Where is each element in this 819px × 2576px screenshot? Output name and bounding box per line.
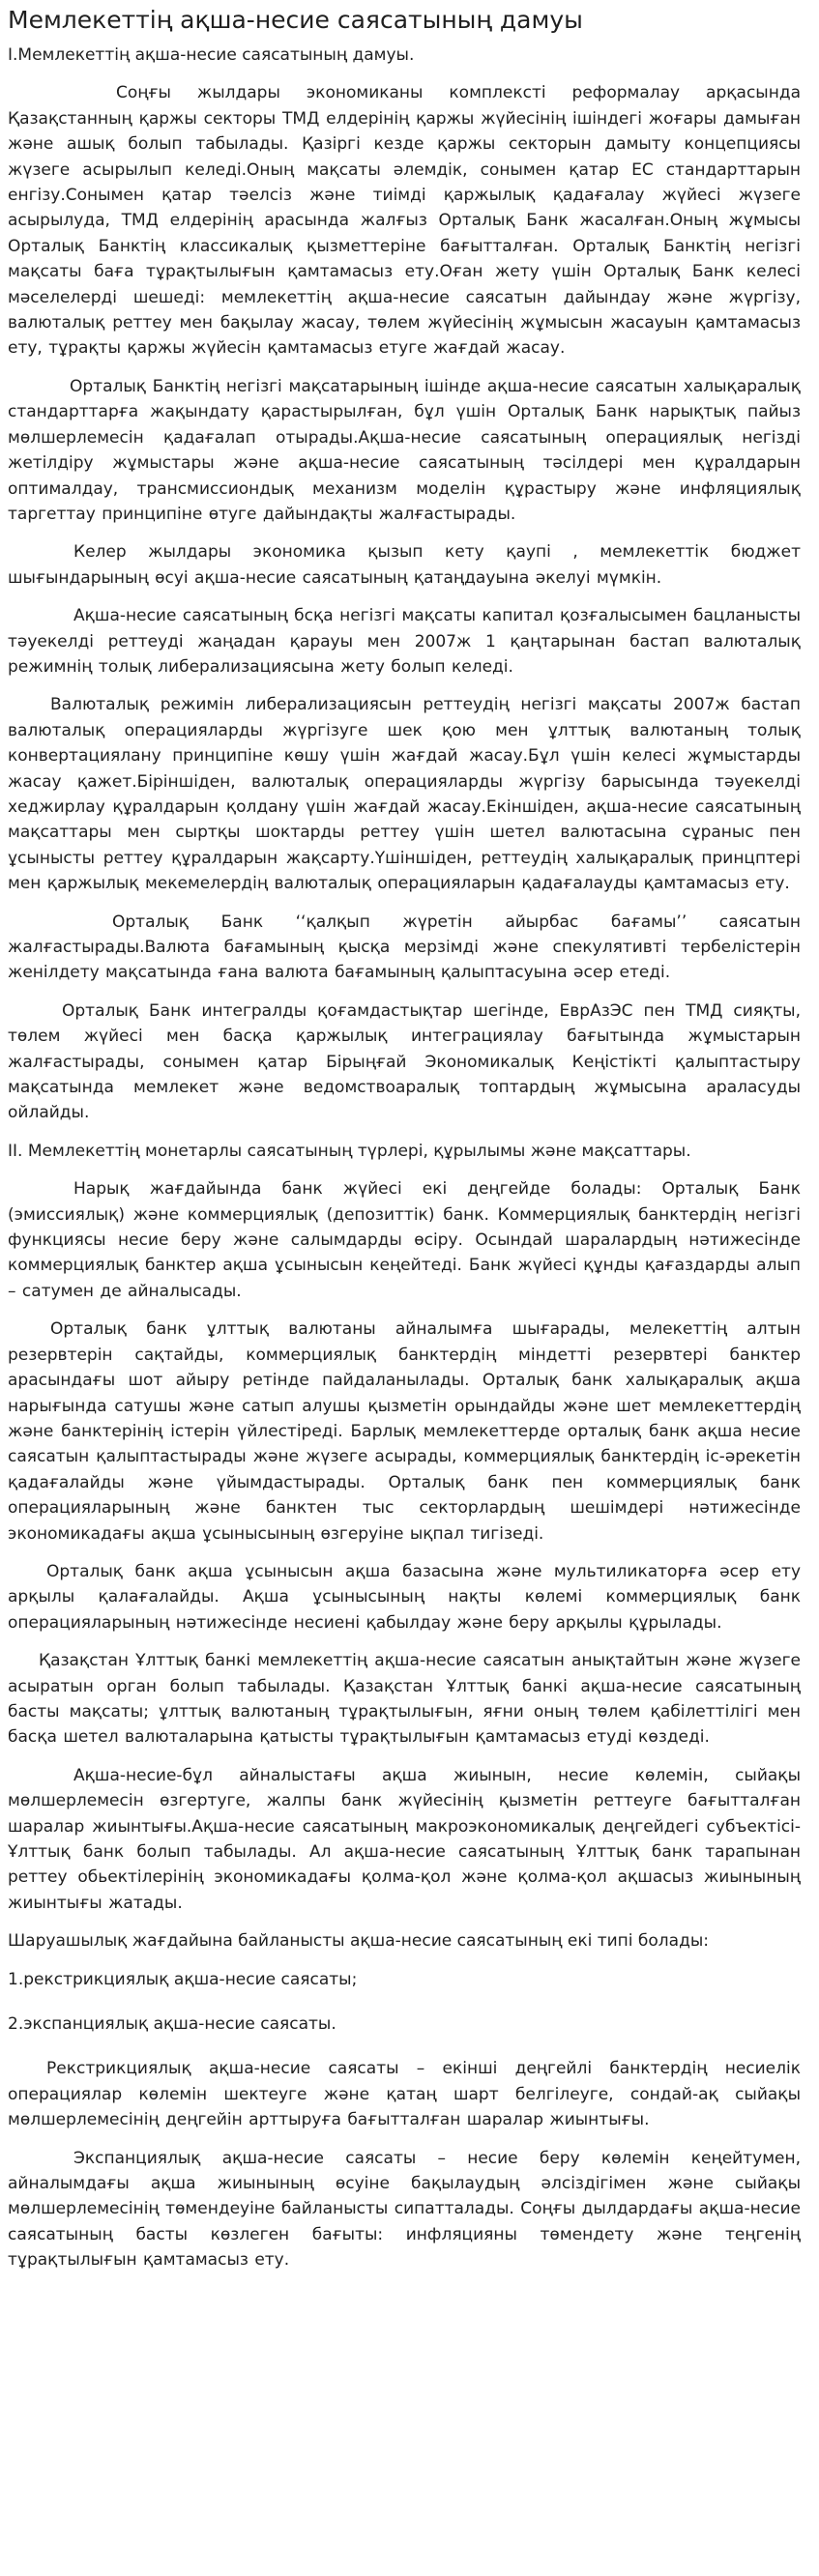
paragraph: Орталық Банк интегралды қоғамдастықтар шегінде, ЕврАзЭС пен ТМД сияқты, төлем жүйесі мен басқа қаржылық интеграциялау бағытында жұмыстарын жалғастырады, сонымен қатар Бірыңғай Экономикалық Кеңістікті қалыптастыру мақсатында мемлекет және ведомствоаралық топтардың жұмысына араласуды ойлайды. xyxy=(8,1000,801,1123)
document-page xyxy=(0,6,806,2273)
paragraph: Келер жылдары экономика қызып кету қаупі , мемлекеттік бюджет шығындарының өсуі ақша-несие саясатының қатаңдауына әкелуі мүмкін. xyxy=(8,542,801,588)
paragraph: Орталық Банк ‘‘қалқып жүретін айырбас бағамы’’ саясатын жалғастырады.Валюта бағамының қысқа мерзімді және спекулятивті тербелістерін женілдету мақсатында ғана валюта бағамының қалыптасуына әсер етеді. xyxy=(8,912,801,983)
page-title: Мемлекеттің ақша-несие саясатының дамуы xyxy=(8,6,583,34)
section-2-heading: II. Мемлекеттің монетарлы саясатының түрлері, құрылымы және мақсаттары. xyxy=(8,1141,691,1161)
list-item: 1.рекстрикциялық ақша-несие саясаты; xyxy=(8,1969,358,1989)
paragraph: Орталық банк ұлттық валютаны айналымға шығарады, мелекеттің алтын резервтерін сақтайды, коммерциялық банктердің міндетті резервтері банктер арасындағы шот айыру ретінде пайдаланылады. Орталық банк халықаралық ақша нарығында сатушы және сатып алушы қызметін орындайды және шет мемлекеттердің және банктерінің істерін үйлестіреді. Барлық мемлекеттерде орталық банк ақша несие саясатын қалыптастырады және жүзеге асырады, коммерциялық банктердің іс-әрекетін қадағалайды және үйымдастырады. Орталық банк пен коммерциялық банк операцияларының және банктен тыс секторлардың шешімдері нәтижесінде экономикадағы ақша ұсынысының өзгеруіне ықпал тигізеді. xyxy=(8,1319,801,1544)
paragraph: Орталық Банктің негізгі мақсатарының ішінде ақша-несие саясатын халықаралық стандарттарға жақындату қарастырылған, бұл үшін Орталық Банк нарықтық пайыз мөлшерлемесін қадағалап отырады.Ақша-несие саясатының операциялық негізді жетілдіру жұмыстары және ақша-несие саясатының тәсілдері мен құралдарын оптималдау, трансмиссиондық механизм моделін құрастыру және инфляциялық таргеттау принципіне өтуге дайындақты жалғастырады. xyxy=(8,376,801,524)
section-1-heading: I.Мемлекеттің ақша-несие саясатының дамуы. xyxy=(8,45,415,65)
paragraph: Рекстрикциялық ақша-несие саясаты – екінші деңгейлі банктердің несиелік операциялар көлемін шектеуге және қатаң шарт белгілеуге, сондай-ақ сыйақы мөлшерлемесінің деңгейін арттыруға бағытталған шаралар жиынтығы. xyxy=(8,2059,801,2130)
list-item: 2.экспанциялық ақша-несие саясаты. xyxy=(8,2014,336,2035)
paragraph: Ақша-несие саясатының бсқа негізгі мақсаты капитал қозғалысымен бацланысты тәуекелді реттеуді жаңадан қарауы мен 2007ж 1 қаңтарынан бастап валюталық режимнің толық либерализациясына жету болып келеді. xyxy=(8,606,801,677)
paragraph: Валюталық режимін либерализациясын реттеудің негізгі мақсаты 2007ж бастап валюталық операцияларды жүргізуге шек қою мен ұлттық валютаның толық конвертациялану принципіне көшу үшін жағдай жасау.Бұл үшін келесі жұмыстарды жасау қажет.Біріншіден, валюталық операцияларды жүргізу барысында тәуекелді хеджирлау құралдарын қолдану үшін жағдай жасау.Екіншіден, ақша-несие саясатының мақсаттары мен сыртқы шоктарды реттеу үшін шетел валютасына сұраныс пен ұсынысты реттеу құралдарын жақсарту.Үшіншіден, реттеудің халықаралық принцптері мен қаржылық мекемелердің валюталық операцияларын қадағалауды қамтамасыз ету. xyxy=(8,695,801,894)
paragraph: Орталық банк ақша ұсынысын ақша базасына және мультиликаторға әсер ету арқылы қалағалайды. Ақша ұсынысының нақты көлемі коммерциялық банк операцияларының нәтижесінде несиені қабылдау және беру арқылы құрылады. xyxy=(8,1561,801,1633)
paragraph: Қазақстан Ұлттық банкі мемлекеттің ақша-несие саясатын анықтайтын және жүзеге асыратын орган болып табылады. Қазақстан Ұлттық банкі ақша-несие саясатының басты мақсаты; ұлттық валютаның тұрақтылығын, яғни оның төлем қабілеттілігі мен басқа шетел валюталарына қатысты тұрақтылығын қамтамасыз етуді көздеді. xyxy=(8,1651,801,1748)
paragraph: Соңғы жылдары экономиканы комплексті реформалау арқасында Қазақстанның қаржы секторы ТМД елдерінің қаржы жүйесінің ішіндегі жоғары дамыған және ашық болып табылады. Қазіргі кезде қаржы секторын дамыту концепциясы жүзеге асырылып келеді.Оның мақсаты әлемдік, сонымен қатар ЕС стандарттарын енгізу.Сонымен қатар тәелсіз және тиімді қаржылық қадағалау жүйесі жүзеге асырылуда, ТМД елдерінің арасында жалғыз Орталық Банк жасалған.Оның жұмысы Орталық Банктің классикалық қызметтеріне бағытталған. Орталық Банктің негізгі мақсаты баға тұрақтылығын қамтамасыз ету.Оған жету үшін Орталық Банк келесі мәселелерді шешеді: мемлекеттің ақша-несие саясатын дайындау және жүргізу, валюталық реттеу мен бақылау жасау, төлем жүйесінің жұмысын жасауын қамтамасыз ету, тұрақты қаржы жүйесін қамтамасыз етуге жағдай жасау. xyxy=(8,83,801,359)
paragraph: Ақша-несие-бұл айналыстағы ақша жиынын, несие көлемін, сыйақы мөлшерлемесін өзгертуге, жалпы банк жүйесінің қызметін реттеуге бағытталған шаралар жиынтығы.Ақша-несие саясатының макроэкономикалық деңгейдегі субъектісі-Ұлттық банк болып табылады. Ал ақша-несие саясатының Ұлттық банк тарапынан реттеу обьектілерінің экономикадағы қолма-қол және қолма-қол ақшасыз жиынының жиынтығы жатады. xyxy=(8,1765,801,1913)
paragraph: Экспанциялық ақша-несие саясаты – несие беру көлемін кеңейтумен, айналымдағы ақша жиынының өсуіне бақылаудың әлсіздігімен және сыйақы мөлшерлемесінің төмендеуіне байланысты сипатталады. Соңғы дылдардағы ақша-несие саясатының басты көзлеген бағыты: инфляцияны төмендету және теңгенің тұрақтылығын қамтамасыз ету. xyxy=(8,2148,801,2271)
types-intro: Шаруашылық жағдайына байланысты ақша-несие саясатының екі типі болады: xyxy=(8,1931,709,1952)
paragraph: Нарық жағдайында банк жүйесі екі деңгейде болады: Орталық Банк (эмиссиялық) және коммерциялық (депозиттік) банк. Коммерциялық банктердің негізгі функциясы несие беру және салымдарды өсіру. Осындай шаралардың нәтижесінде коммерциялық банктер ақша ұсынысын кеңейтеді. Банк жүйесі құнды қағаздарды алып – сатумен де айналысады. xyxy=(8,1179,801,1301)
